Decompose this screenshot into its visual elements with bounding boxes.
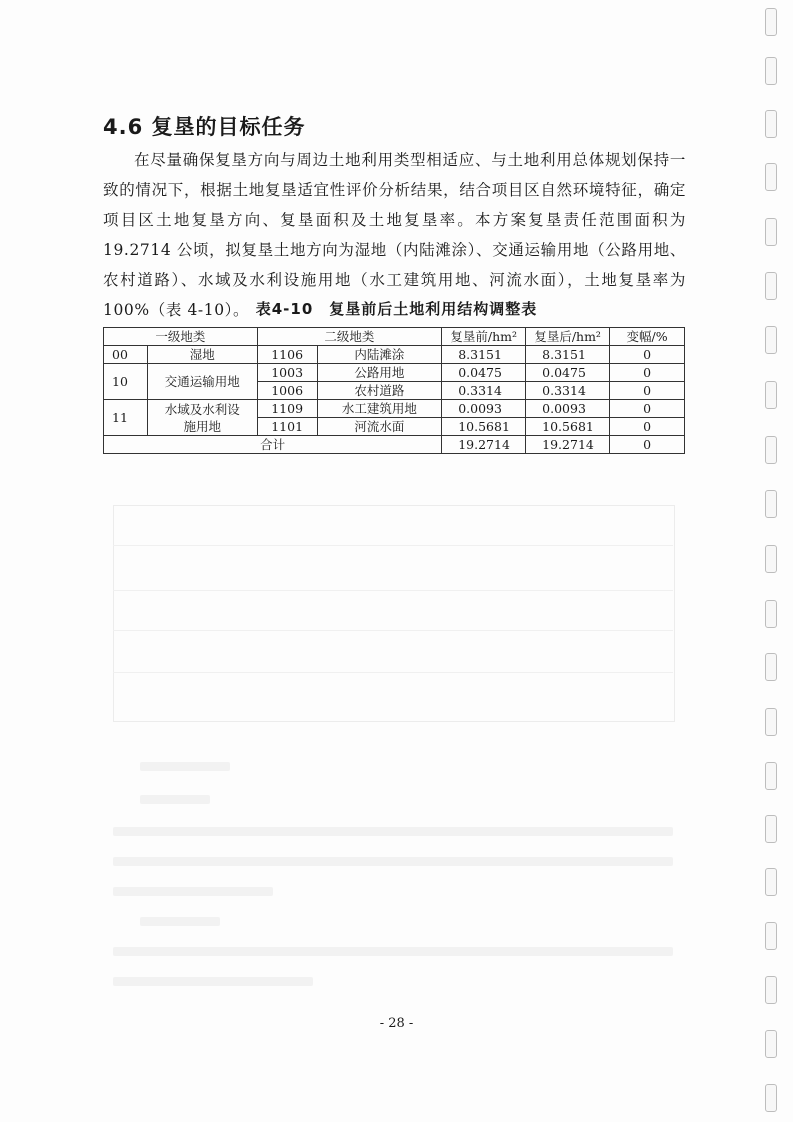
total-label: 合计: [104, 436, 442, 454]
binder-hole: [765, 815, 777, 843]
value-change: 0: [610, 382, 685, 400]
value-after: 10.5681: [526, 418, 610, 436]
value-change: 0: [610, 364, 685, 382]
bleed-through-text: [113, 887, 273, 896]
group-code: 00: [104, 346, 148, 364]
body-paragraph: 在尽量确保复垦方向与周边土地利用类型相适应、与土地利用总体规划保持一致的情况下，根据土地复垦适宜性评价分析结果，结合项目区自然环境特征，确定项目区土地复垦方向、复垦面积及土地复垦率。本方案复垦责任范围面积为 19.2714 公顷，拟复垦土地方向为湿地（内陆滩涂）、交通运输用地（公路用地、农村道路）、水域及水利设施用地（水工建筑用地、河流水面），土地复垦率为 100%（表 4-10）。: [103, 151, 686, 319]
table-caption: 表4-10 复垦前后土地利用结构调整表: [255, 300, 538, 318]
bleed-through-line: [113, 545, 673, 546]
subclass-name: 内陆滩涂: [317, 346, 442, 364]
binder-hole: [765, 57, 777, 85]
group-name: 交通运输用地: [147, 364, 257, 400]
table-row: [104, 346, 685, 364]
group-code: 10: [104, 364, 148, 400]
header-level2: 二级地类: [257, 328, 442, 346]
bleed-through-line: [113, 590, 673, 591]
header-level1: 一级地类: [104, 328, 258, 346]
table-row: [104, 400, 685, 418]
bleed-through-text: [113, 977, 313, 986]
total-after: 19.2714: [526, 436, 610, 454]
binder-hole: [765, 600, 777, 628]
binder-hole: [765, 868, 777, 896]
group-code: 11: [104, 400, 148, 436]
binder-hole: [765, 110, 777, 138]
table-header-row: [104, 328, 685, 346]
total-change: 0: [610, 436, 685, 454]
bleed-through-text: [113, 827, 673, 836]
value-before: 0.3314: [442, 382, 526, 400]
subclass-name: 水工建筑用地: [317, 400, 442, 418]
bleed-through-text: [113, 857, 673, 866]
bleed-through-text: [113, 947, 673, 956]
subclass-code: 1109: [257, 400, 317, 418]
binder-hole: [765, 653, 777, 681]
value-before: 10.5681: [442, 418, 526, 436]
header-change: 变幅/%: [610, 328, 685, 346]
group-name: 水域及水利设施用地: [147, 400, 257, 436]
binder-hole: [765, 8, 777, 36]
binder-hole: [765, 545, 777, 573]
value-before: 0.0093: [442, 400, 526, 418]
binder-hole: [765, 381, 777, 409]
binder-hole: [765, 218, 777, 246]
total-before: 19.2714: [442, 436, 526, 454]
binder-hole: [765, 272, 777, 300]
value-change: 0: [610, 346, 685, 364]
value-after: 8.3151: [526, 346, 610, 364]
table-total-row: [104, 436, 685, 454]
value-before: 0.0475: [442, 364, 526, 382]
subclass-code: 1106: [257, 346, 317, 364]
header-after: 复垦后/hm²: [526, 328, 610, 346]
value-after: 0.0475: [526, 364, 610, 382]
subclass-name: 河流水面: [317, 418, 442, 436]
bleed-through-text: [140, 795, 210, 804]
bleed-through-line: [113, 672, 673, 673]
binder-hole: [765, 1030, 777, 1058]
subclass-code: 1006: [257, 382, 317, 400]
bleed-through-table: [113, 505, 675, 722]
binder-hole: [765, 490, 777, 518]
subclass-name: 农村道路: [317, 382, 442, 400]
group-name: 湿地: [147, 346, 257, 364]
section-heading: 4.6 复垦的目标任务: [103, 115, 306, 139]
value-before: 8.3151: [442, 346, 526, 364]
subclass-code: 1101: [257, 418, 317, 436]
binder-hole: [765, 762, 777, 790]
value-change: 0: [610, 400, 685, 418]
value-after: 0.0093: [526, 400, 610, 418]
bleed-through-text: [140, 762, 230, 771]
value-after: 0.3314: [526, 382, 610, 400]
land-use-table: [103, 327, 685, 454]
binder-hole: [765, 436, 777, 464]
binder-hole: [765, 976, 777, 1004]
bleed-through-line: [113, 630, 673, 631]
subclass-name: 公路用地: [317, 364, 442, 382]
binder-hole: [765, 1084, 777, 1112]
subclass-code: 1003: [257, 364, 317, 382]
binder-hole: [765, 163, 777, 191]
page-number: - 28 -: [379, 1016, 414, 1031]
binder-hole: [765, 922, 777, 950]
binder-hole: [765, 326, 777, 354]
value-change: 0: [610, 418, 685, 436]
header-before: 复垦前/hm²: [442, 328, 526, 346]
bleed-through-text: [140, 917, 220, 926]
binder-hole: [765, 708, 777, 736]
table-row: [104, 364, 685, 382]
